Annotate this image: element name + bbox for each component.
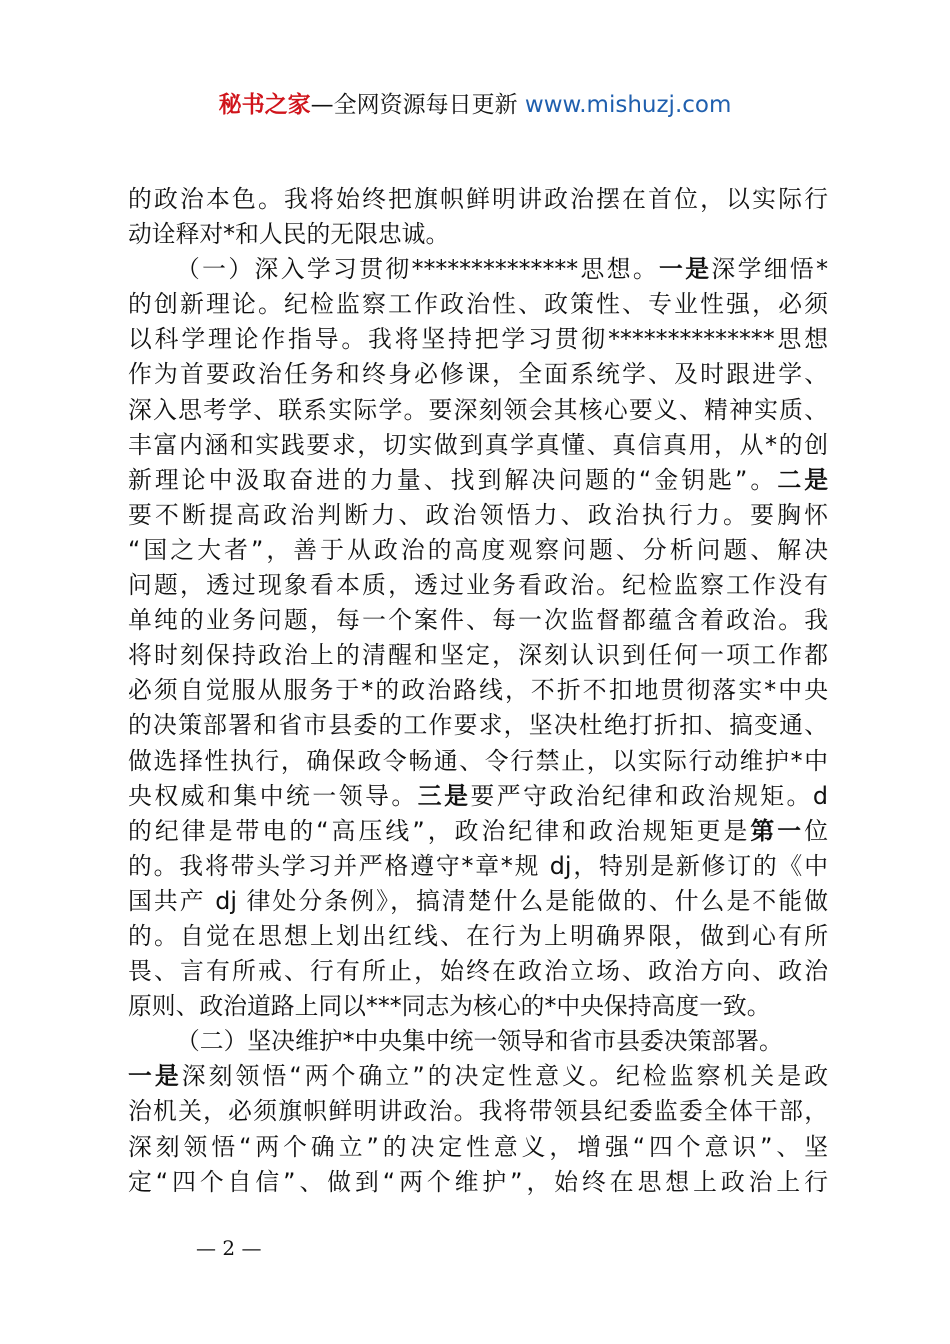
- body-line: “国之大者”，善于从政治的高度观察问题、分析问题、解决: [128, 535, 828, 564]
- section-heading: （一）深入学习贯彻**************思想。: [176, 255, 660, 284]
- body-line: 定“四个自信”、做到“两个维护”，始终在思想上政治上行: [128, 1167, 828, 1196]
- body-line: [128, 463, 828, 498]
- point-marker: 三是: [417, 781, 471, 810]
- body-line: 单纯的业务问题，每一个案件、每一次监督都蕴含着政治。我: [128, 606, 828, 635]
- body-line: 的创新理论。纪检监察工作政治性、政策性、专业性强，必须: [128, 290, 828, 319]
- body-text-run: 要严守政治纪律和政治规矩。d: [470, 781, 829, 810]
- body-line: [128, 814, 828, 849]
- body-line: 畏、言有所戒、行有所止，始终在政治立场、政治方向、政治: [128, 957, 828, 986]
- body-text-run: 位: [804, 816, 828, 845]
- point-marker: 二是: [777, 465, 828, 494]
- point-marker: 一是: [659, 255, 712, 284]
- body-line: 作为首要政治任务和终身必修课，全面系统学、及时跟进学、: [128, 360, 828, 389]
- page-header: [0, 88, 950, 122]
- body-line: 深入思考学、联系实际学。要深刻领会其核心要义、精神实质、: [128, 395, 828, 424]
- body-line: 的。自觉在思想上划出红线、在行为上明确界限，做到心有所: [128, 921, 828, 950]
- body-line: 国共产 dj 律处分条例》，搞清楚什么是能做的、什么是不能做: [128, 886, 828, 915]
- body-line: 要不断提高政治判断力、政治领悟力、政治执行力。要胸怀: [128, 500, 828, 529]
- body-line: 以科学理论作指导。我将坚持把学习贯彻**************思想: [128, 325, 828, 354]
- body-line: 的政治本色。我将始终把旗帜鲜明讲政治摆在首位，以实际行: [128, 185, 828, 213]
- body-line: 问题，透过现象看本质，透过业务看政治。纪检监察工作没有: [128, 571, 828, 600]
- body-line: 治机关，必须旗帜鲜明讲政治。我将带领县纪委监委全体干部，: [128, 1097, 828, 1126]
- body-line: 丰富内涵和实践要求，切实做到真学真懂、真信真用，从*的创: [128, 430, 828, 459]
- body-text-run: 新理论中汲取奋进的力量、找到解决问题的“金钥匙”。: [128, 465, 778, 494]
- body-line: 深刻领悟“两个确立”的决定性意义，增强“四个意识”、坚: [128, 1132, 828, 1161]
- body-text-run: 深学细悟*: [711, 255, 829, 284]
- body-line: 的。我将带头学习并严格遵守*章*规 dj，特别是新修订的《中: [128, 851, 828, 880]
- bold-text-run: 第一: [750, 816, 805, 845]
- body-text-run: 央权威和集中统一领导。: [128, 781, 418, 810]
- body-text-run: 的纪律是带电的“高压线”，政治纪律和政治规矩更是: [128, 816, 751, 845]
- brand-name: 秘书之家: [218, 92, 311, 118]
- body-text-run: 深刻领悟“两个确立”的决定性意义。纪检监察机关是政: [181, 1062, 828, 1091]
- body-line: 原则、政治道路上同以***同志为核心的*中央保持高度一致。: [128, 992, 771, 1021]
- body-line: 动诠释对*和人民的无限忠诚。: [128, 220, 450, 249]
- body-line: 的决策部署和省市县委的工作要求，坚决杜绝打折扣、搞变通、: [128, 711, 828, 740]
- body-line: 做选择性执行，确保政令畅通、令行禁止，以实际行动维护*中: [128, 746, 828, 775]
- body-line: [128, 1059, 828, 1094]
- website-url[interactable]: www.mishuzj.com: [524, 92, 732, 118]
- document-body: [128, 182, 828, 1200]
- point-marker: 一是: [128, 1062, 182, 1091]
- body-line: 必须自觉服从服务于*的政治路线，不折不扣地贯彻落实*中央: [128, 676, 828, 705]
- body-line: [128, 779, 828, 814]
- section-heading-line: [128, 252, 828, 287]
- header-slogan: —全网资源每日更新: [310, 92, 525, 118]
- body-line: 将时刻保持政治上的清醒和坚定，深刻认识到任何一项工作都: [128, 641, 828, 670]
- section-heading: （二）坚决维护*中央集中统一领导和省市县委决策部署。: [176, 1027, 783, 1056]
- page-number: — 2 —: [196, 1236, 262, 1260]
